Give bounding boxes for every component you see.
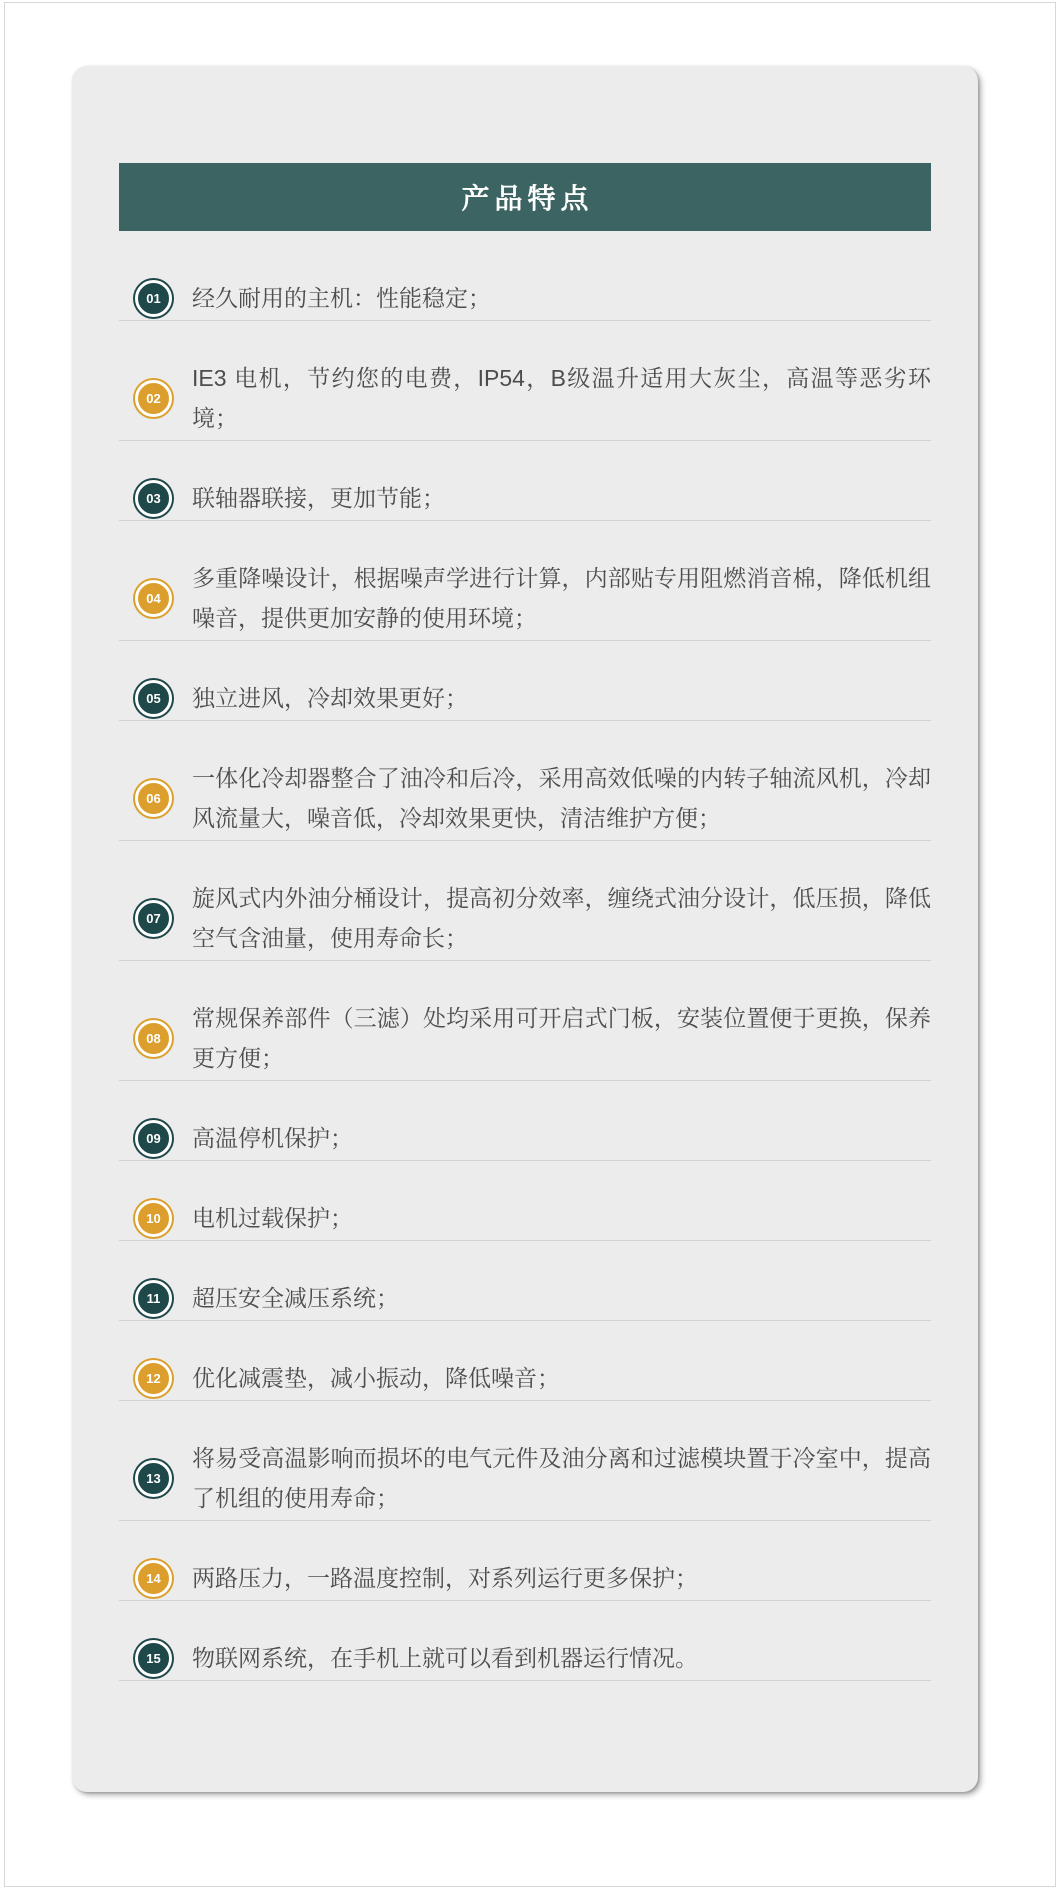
- feature-number-badge: 06: [135, 780, 172, 817]
- feature-number-badge: 15: [135, 1640, 172, 1677]
- feature-number-badge: 12: [135, 1360, 172, 1397]
- feature-number-badge: 01: [135, 280, 172, 317]
- feature-item: [119, 641, 931, 721]
- feature-text: 电机过载保护；: [192, 1205, 353, 1231]
- feature-number-badge: 14: [135, 1560, 172, 1597]
- feature-text: 常规保养部件（三滤）处均采用可开启式门板，安装位置便于更换，保养更方便；: [192, 1005, 931, 1071]
- feature-number-badge: 13: [135, 1460, 172, 1497]
- feature-text: 多重降噪设计，根据噪声学进行计算，内部贴专用阻燃消音棉，降低机组噪音，提供更加安静的使用环境；: [192, 565, 931, 631]
- feature-text: 旋风式内外油分桶设计，提高初分效率，缠绕式油分设计，低压损，降低空气含油量，使用寿命长；: [192, 885, 931, 951]
- feature-number-badge: 03: [135, 480, 172, 517]
- feature-number-badge: 11: [135, 1280, 172, 1317]
- feature-text: 两路压力，一路温度控制，对系列运行更多保护；: [192, 1565, 698, 1591]
- feature-text: 联轴器联接，更加节能；: [192, 485, 445, 511]
- section-title: 产品特点: [461, 183, 594, 214]
- feature-text: IE3 电机，节约您的电费，IP54，B级温升适用大灰尘，高温等恶劣环境；: [192, 365, 931, 431]
- feature-text: 将易受高温影响而损坏的电气元件及油分离和过滤模块置于冷室中，提高了机组的使用寿命；: [192, 1445, 931, 1511]
- feature-item: [119, 721, 931, 841]
- feature-list: [119, 241, 931, 1681]
- feature-text: 经久耐用的主机：性能稳定；: [192, 285, 491, 311]
- feature-text: 独立进风，冷却效果更好；: [192, 685, 468, 711]
- feature-text: 物联网系统，在手机上就可以看到机器运行情况。: [192, 1645, 698, 1671]
- section-header: [119, 163, 931, 231]
- feature-item: [119, 961, 931, 1081]
- feature-number-badge: 05: [135, 680, 172, 717]
- feature-number-badge: 04: [135, 580, 172, 617]
- feature-item: [119, 841, 931, 961]
- feature-text: 一体化冷却器整合了油冷和后冷，采用高效低噪的内转子轴流风机，冷却风流量大，噪音低，冷却效果更快，清洁维护方便；: [192, 765, 931, 831]
- feature-item: [119, 1601, 931, 1681]
- feature-item: [119, 1241, 931, 1321]
- feature-item: [119, 441, 931, 521]
- feature-item: [119, 1321, 931, 1401]
- feature-item: [119, 1401, 931, 1521]
- feature-item: [119, 1081, 931, 1161]
- feature-number-badge: 07: [135, 900, 172, 937]
- feature-number-badge: 08: [135, 1020, 172, 1057]
- feature-number-badge: 10: [135, 1200, 172, 1237]
- feature-item: [119, 241, 931, 321]
- feature-number-badge: 02: [135, 380, 172, 417]
- feature-text: 优化减震垫，减小振动，降低噪音；: [192, 1365, 560, 1391]
- product-features-card: [72, 66, 978, 1792]
- feature-item: [119, 1161, 931, 1241]
- feature-text: 超压安全减压系统；: [192, 1285, 399, 1311]
- feature-item: [119, 1521, 931, 1601]
- feature-item: [119, 521, 931, 641]
- feature-text: 高温停机保护；: [192, 1125, 353, 1151]
- feature-number-badge: 09: [135, 1120, 172, 1157]
- feature-item: [119, 321, 931, 441]
